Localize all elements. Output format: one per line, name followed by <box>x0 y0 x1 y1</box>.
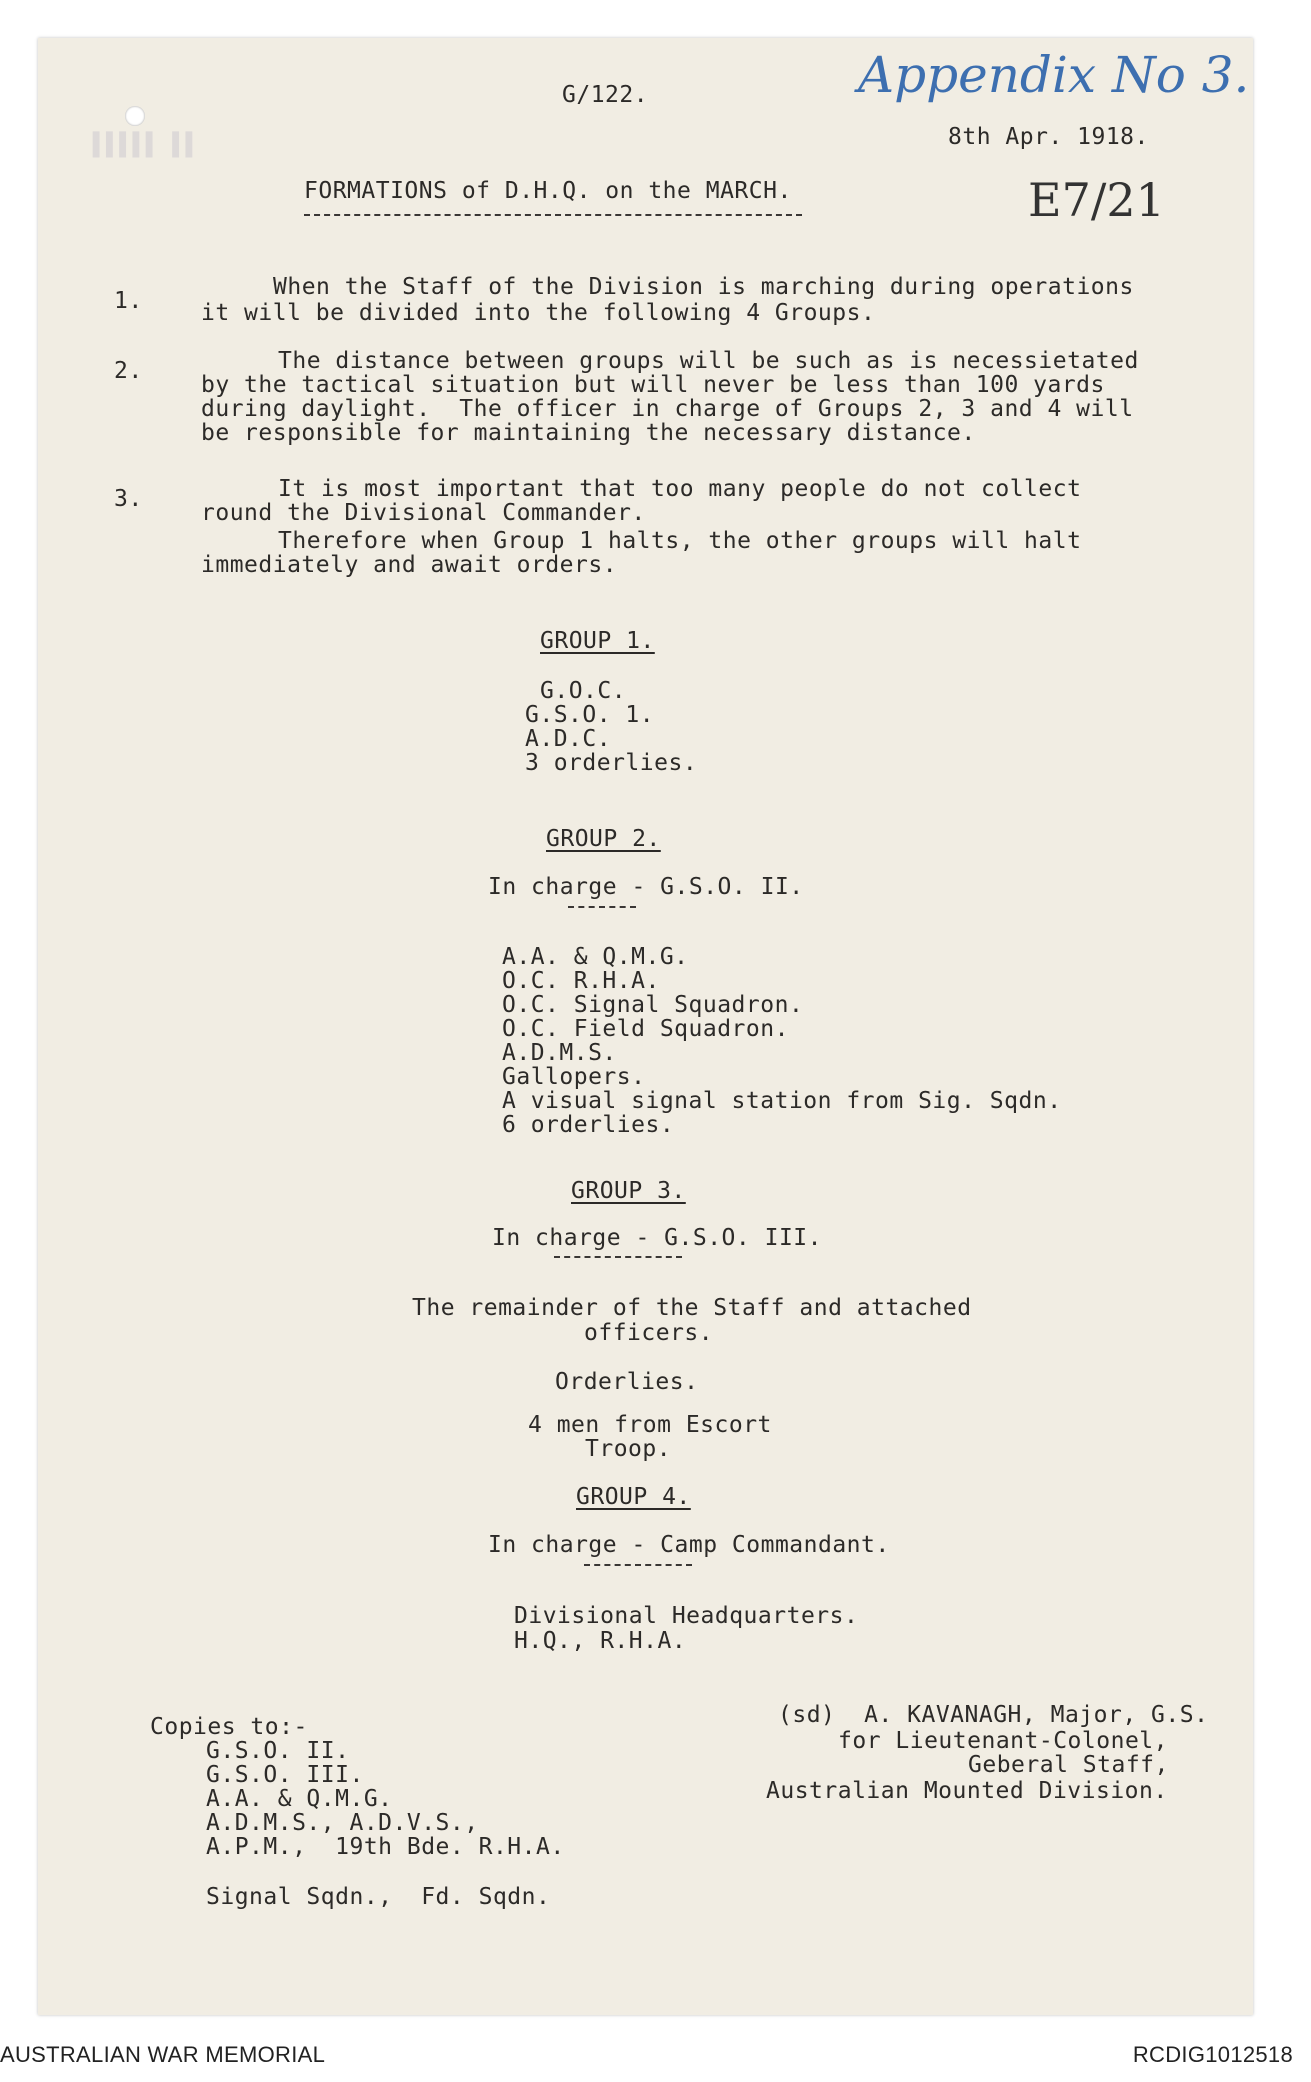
group-heading: GROUP 3. <box>571 1178 686 1204</box>
punch-hole <box>125 106 145 126</box>
file-mark: E7/21 <box>1028 173 1165 227</box>
copies-item: A.A. & Q.M.G. <box>206 1786 393 1812</box>
group-member: O.C. R.H.A. <box>502 968 660 994</box>
group-member: H.Q., R.H.A. <box>514 1628 687 1654</box>
group-member: 6 orderlies. <box>502 1112 675 1138</box>
paragraph-number: 1. <box>114 288 143 314</box>
group-member: A.D.M.S. <box>502 1040 617 1066</box>
group-member: Troop. <box>585 1436 672 1462</box>
group-member: A visual signal station from Sig. Sqdn. <box>502 1088 1062 1114</box>
group-in-charge: In charge - G.S.O. II. <box>488 874 804 900</box>
signature-line: Australian Mounted Division. <box>766 1778 1168 1804</box>
document-page <box>38 38 1253 2015</box>
footer-institution: AUSTRALIAN WAR MEMORIAL <box>0 2042 326 2067</box>
signature-line: Geberal Staff, <box>968 1752 1169 1778</box>
paragraph-line: be responsible for maintaining the necessary distance. <box>201 420 976 446</box>
group-member: A.A. & Q.M.G. <box>502 944 689 970</box>
group-member: 3 orderlies. <box>525 750 698 776</box>
copies-item: G.S.O. II. <box>206 1738 350 1764</box>
document-title: FORMATIONS of D.H.Q. on the MARCH. <box>304 178 792 204</box>
copies-item: A.D.M.S., A.D.V.S., <box>206 1810 479 1836</box>
paragraph-line: during daylight. The officer in charge of Groups 2, 3 and 4 will <box>201 396 1134 422</box>
group-member: officers. <box>584 1320 714 1346</box>
paragraph-line: When the Staff of the Division is marching during operations <box>273 274 1134 300</box>
group-member: Divisional Headquarters. <box>514 1603 859 1629</box>
in-charge-underline <box>568 906 636 908</box>
paragraph-line: immediately and await orders. <box>201 552 618 578</box>
copies-item: Signal Sqdn., Fd. Sqdn. <box>206 1884 551 1910</box>
show-through-text: ▌▌▌▌▌ ▌▌ <box>93 133 199 158</box>
group-member: The remainder of the Staff and attached <box>412 1295 972 1321</box>
group-in-charge: In charge - Camp Commandant. <box>488 1532 890 1558</box>
document-date: 8th Apr. 1918. <box>948 124 1149 150</box>
appendix-annotation: Appendix No 3. <box>858 46 1250 104</box>
group-heading: GROUP 2. <box>546 826 661 852</box>
signature-line: for Lieutenant-Colonel, <box>838 1728 1168 1754</box>
group-heading: GROUP 4. <box>576 1484 691 1510</box>
paragraph-number: 3. <box>114 486 143 512</box>
group-member: Orderlies. <box>555 1369 699 1395</box>
group-member: 4 men from Escort <box>528 1412 772 1438</box>
paragraph-line: It is most important that too many people do not collect <box>278 476 1082 502</box>
group-member: O.C. Signal Squadron. <box>502 992 804 1018</box>
copies-heading: Copies to:- <box>150 1714 308 1740</box>
paragraph-line: The distance between groups will be such as is necessietated <box>278 348 1139 374</box>
copies-item: G.S.O. III. <box>206 1762 364 1788</box>
signature-line: (sd) A. KAVANAGH, Major, G.S. <box>778 1702 1209 1728</box>
group-member: G.S.O. 1. <box>525 702 655 728</box>
copies-item: A.P.M., 19th Bde. R.H.A. <box>206 1834 565 1860</box>
paragraph-line: round the Divisional Commander. <box>201 500 646 526</box>
reference-number: G/122. <box>562 82 649 108</box>
footer-record-id: RCDIG1012518 <box>1132 2042 1293 2067</box>
group-heading: GROUP 1. <box>540 628 655 654</box>
in-charge-underline <box>554 1256 682 1258</box>
paragraph-number: 2. <box>114 358 143 384</box>
group-member: A.D.C. <box>525 726 612 752</box>
group-member: G.O.C. <box>540 678 627 704</box>
group-in-charge: In charge - G.S.O. III. <box>492 1225 822 1251</box>
group-member: O.C. Field Squadron. <box>502 1016 789 1042</box>
in-charge-underline <box>584 1564 692 1566</box>
paragraph-line: it will be divided into the following 4 Groups. <box>201 300 876 326</box>
group-member: Gallopers. <box>502 1064 646 1090</box>
paragraph-line: Therefore when Group 1 halts, the other groups will halt <box>278 528 1082 554</box>
title-underline <box>304 214 802 216</box>
paragraph-line: by the tactical situation but will never be less than 100 yards <box>201 372 1105 398</box>
